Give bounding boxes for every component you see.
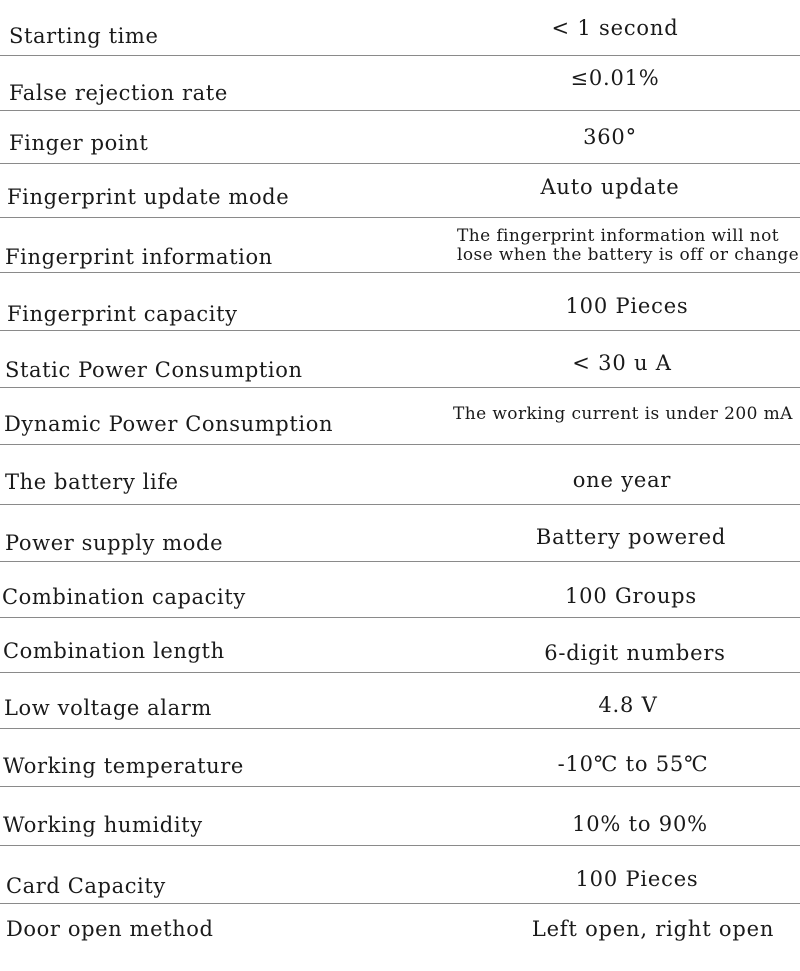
spec-value: 6-digit numbers — [544, 641, 726, 665]
spec-value: 4.8 V — [598, 693, 658, 717]
spec-label: Card Capacity — [6, 874, 166, 898]
table-row — [0, 445, 800, 505]
spec-value: 360° — [583, 125, 637, 149]
table-row — [0, 904, 800, 971]
spec-value: ≤0.01% — [570, 66, 660, 90]
spec-value: Battery powered — [535, 525, 727, 549]
table-row — [0, 331, 800, 388]
table-row — [0, 729, 800, 787]
spec-value: 100 Pieces — [565, 294, 689, 318]
spec-value: 10% to 90% — [572, 812, 708, 836]
spec-value: one year — [572, 468, 672, 492]
spec-label: False rejection rate — [9, 81, 228, 105]
spec-value: Auto update — [540, 175, 680, 199]
spec-label: Finger point — [9, 131, 149, 155]
spec-label: Low voltage alarm — [4, 696, 212, 720]
spec-label: Static Power Consumption — [5, 358, 303, 382]
table-row — [0, 388, 800, 445]
table-row — [0, 618, 800, 673]
spec-value: 100 Groups — [565, 584, 697, 608]
spec-label: Starting time — [9, 24, 159, 48]
spec-label: Dynamic Power Consumption — [4, 412, 334, 436]
table-row — [0, 56, 800, 111]
spec-label: Working humidity — [3, 813, 203, 837]
spec-value: 100 Pieces — [575, 867, 699, 891]
spec-value-line1: The fingerprint information will not — [457, 226, 779, 246]
spec-value: < 30 u A — [572, 351, 672, 375]
spec-label: Fingerprint information — [5, 245, 273, 269]
spec-label: Fingerprint capacity — [7, 302, 238, 326]
spec-label: Door open method — [6, 917, 214, 941]
table-row — [0, 562, 800, 618]
spec-label: Working temperature — [3, 754, 244, 778]
spec-label: Power supply mode — [5, 531, 224, 555]
table-row — [0, 846, 800, 904]
spec-value: -10℃ to 55℃ — [557, 752, 709, 776]
table-row — [0, 218, 800, 273]
spec-label: Combination capacity — [2, 585, 246, 609]
spec-label: Fingerprint update mode — [7, 185, 290, 209]
spec-label: Combination length — [3, 639, 225, 663]
table-row — [0, 0, 800, 56]
spec-label: The battery life — [5, 470, 179, 494]
table-row — [0, 164, 800, 218]
table-row — [0, 505, 800, 562]
spec-value-line2: lose when the battery is off or change — [457, 245, 800, 265]
table-row — [0, 787, 800, 846]
table-row — [0, 273, 800, 331]
table-row — [0, 111, 800, 164]
spec-value: Left open, right open — [531, 917, 775, 941]
spec-value: < 1 second — [551, 16, 679, 40]
spec-value: The working current is under 200 mA — [453, 404, 793, 424]
table-row — [0, 673, 800, 729]
